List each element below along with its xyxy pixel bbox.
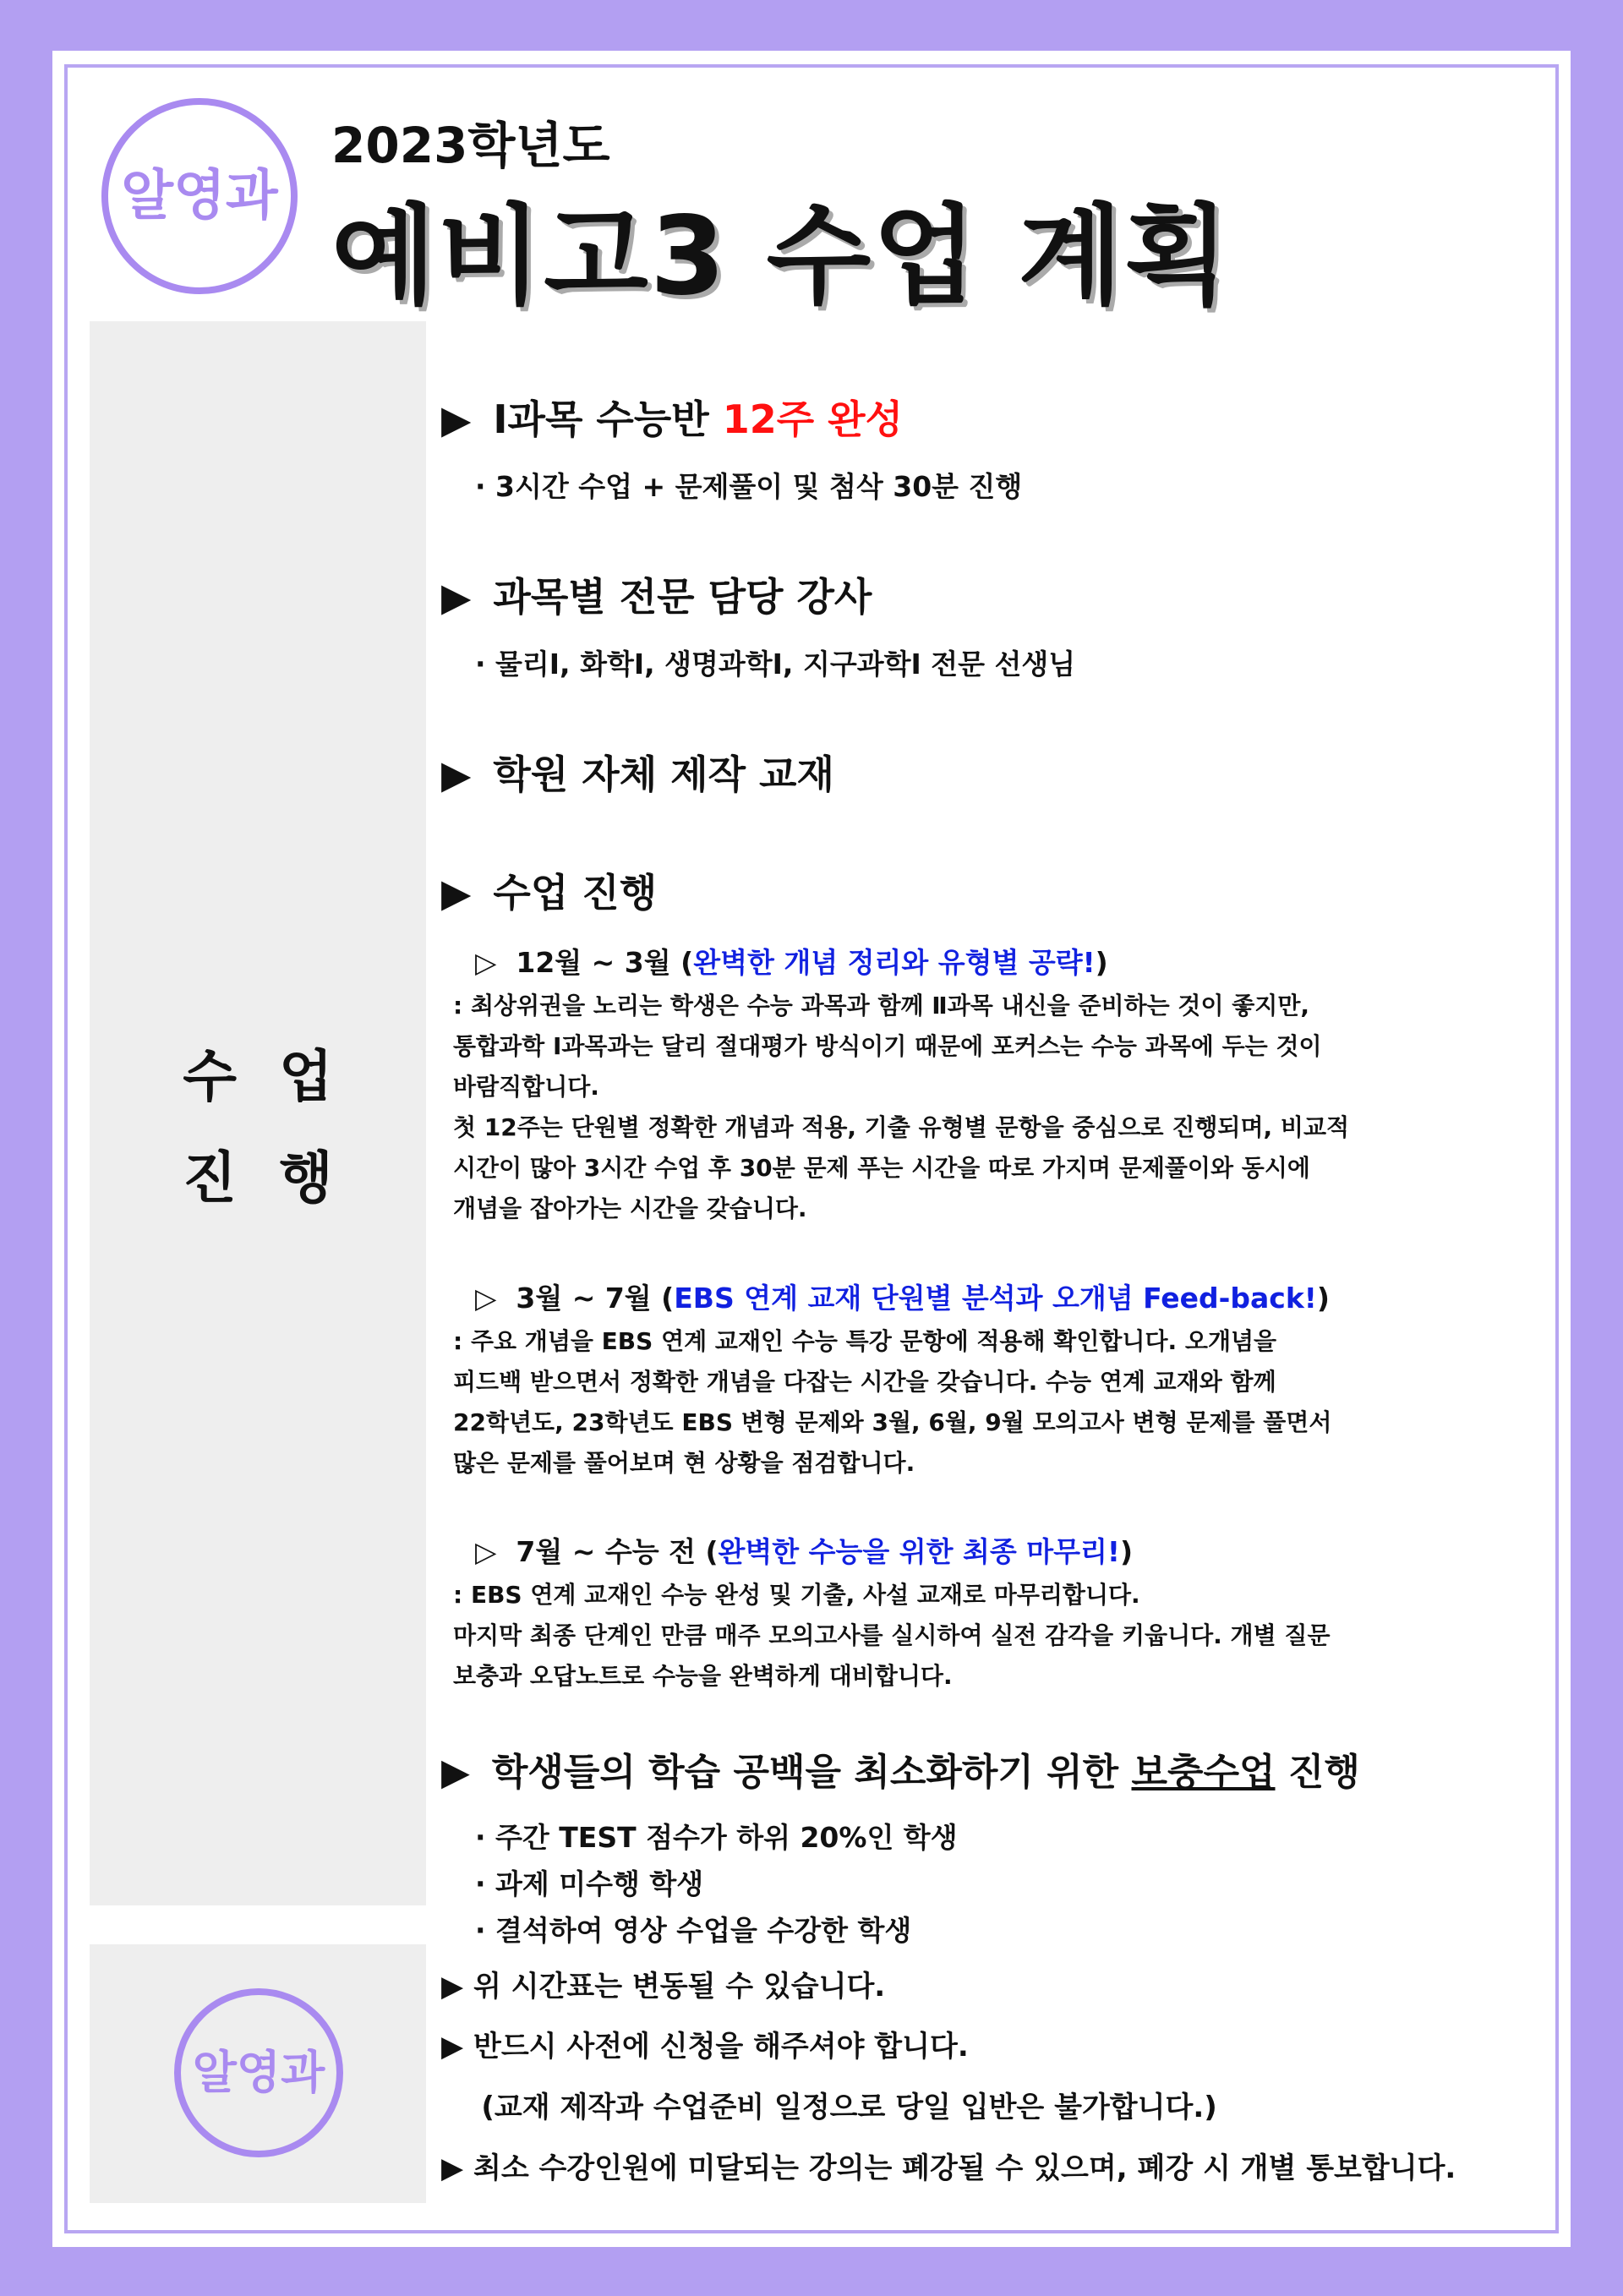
period-1-description: : 최상위권을 노리는 학생은 수능 과목과 함께 Ⅱ과목 내신을 준비하는 것이 좋지만, 통합과학 Ⅰ과목과는 달리 절대평가 방식이기 때문에 포커스는 수능 과목에 두는 것이 바람직합니다. 첫 12주는 단원별 정확한 개념과 적용, 기출 유형별 문항을 중심으로 진행되며, 비교적 시간이 많아 3시간 수업 후 30분 문제 푸는 시간을 따로 가지며 문제풀이와 동시에 개념을 잡아가는 시간을 갖습니다. (453, 992, 1350, 1222)
period-heading-2: ▷ 3월 ~ 7월 (EBS 연계 교재 단원별 분석과 오개념 Feed-back!) (475, 1282, 1330, 1315)
arrow-marker-icon: ▶ (441, 1751, 470, 1794)
arrow-marker-icon: ▶ (441, 396, 472, 442)
arrow-marker-icon: ▶ (441, 574, 472, 620)
note-4: ▶ 최소 수강인원에 미달되는 강의는 폐강될 수 있으며, 폐강 시 개별 통보합니다. (441, 2151, 1456, 2185)
s5-bullet-3: · 결석하여 영상 수업을 수강한 학생 (475, 1914, 912, 1947)
arrow-marker-icon: ▶ (441, 752, 472, 797)
section-2-bullet: · 물리Ⅰ, 화학Ⅰ, 생명과학Ⅰ, 지구과학Ⅰ 전문 선생님 (475, 648, 1076, 681)
triangle-outline-icon: ▷ (475, 1282, 497, 1315)
academy-logo-bottom (174, 1988, 343, 2157)
sidebar (90, 321, 426, 1905)
period-heading-3: ▷ 7월 ~ 수능 전 (완벽한 수능을 위한 최종 마무리!) (475, 1535, 1134, 1568)
highlight-12-weeks: 12주 완성 (722, 396, 904, 442)
section-heading-1: ▶ Ⅰ과목 수능반 12주 완성 (441, 396, 904, 442)
period-heading-1: ▷ 12월 ~ 3월 (완벽한 개념 정리와 유형별 공략!) (475, 946, 1108, 979)
section-heading-2: ▶ 과목별 전문 담당 강사 (441, 574, 872, 620)
sidebar-label-top: 수업 (183, 1044, 375, 1109)
section-heading-3: ▶ 학원 자체 제작 교재 (441, 752, 834, 797)
period-3-description: : EBS 연계 교재인 수능 완성 및 기출, 사설 교재로 마무리합니다. 마지막 최종 단계인 만큼 매주 모의고사를 실시하여 실전 감각을 키웁니다. 개별 질문 보충과 오답노트로 수능을 완벽하게 대비합니다. (453, 1581, 1331, 1690)
s5-bullet-2: · 과제 미수행 학생 (475, 1867, 704, 1900)
sidebar-label-bottom: 진행 (183, 1145, 375, 1211)
academy-logo (101, 98, 298, 294)
section-heading-5: ▶ 학생들의 학습 공백을 최소화하기 위한 보충수업 진행 (441, 1751, 1360, 1794)
triangle-outline-icon: ▷ (475, 946, 497, 979)
header-year: 2023학년도 (331, 117, 610, 174)
bottom-logo-box (90, 1944, 426, 2203)
period-2-description: : 주요 개념을 EBS 연계 교재인 수능 특강 문항에 적용해 확인합니다. 오개념을 피드백 받으면서 정확한 개념을 다잡는 시간을 갖습니다. 수능 연계 교재와 함께 22학년도, 23학년도 EBS 변형 문제와 3월, 6월, 9월 모의고사 변형 문제를 풀면서 많은 문제를 풀어보며 현 상황을 점검합니다. (453, 1327, 1332, 1477)
section-1-bullet: · 3시간 수업 + 문제풀이 및 첨삭 30분 진행 (475, 470, 1023, 503)
page (52, 51, 1571, 2247)
logo-text: 알영과 (121, 165, 278, 227)
triangle-outline-icon: ▷ (475, 1535, 497, 1568)
arrow-marker-icon: ▶ (441, 870, 472, 916)
note-1: ▶ 위 시간표는 변동될 수 있습니다. (441, 1970, 886, 2004)
s5-bullet-1: · 주간 TEST 점수가 하위 20%인 학생 (475, 1821, 958, 1854)
page-title: 예비고3 수업 계획 (331, 194, 1231, 320)
note-2: ▶ 반드시 사전에 신청을 해주셔야 합니다. (441, 2030, 969, 2064)
section-heading-4: ▶ 수업 진행 (441, 870, 658, 916)
note-3: (교재 제작과 수업준비 일정으로 당일 입반은 불가합니다.) (441, 2091, 1217, 2124)
logo-text: 알영과 (192, 2046, 325, 2099)
